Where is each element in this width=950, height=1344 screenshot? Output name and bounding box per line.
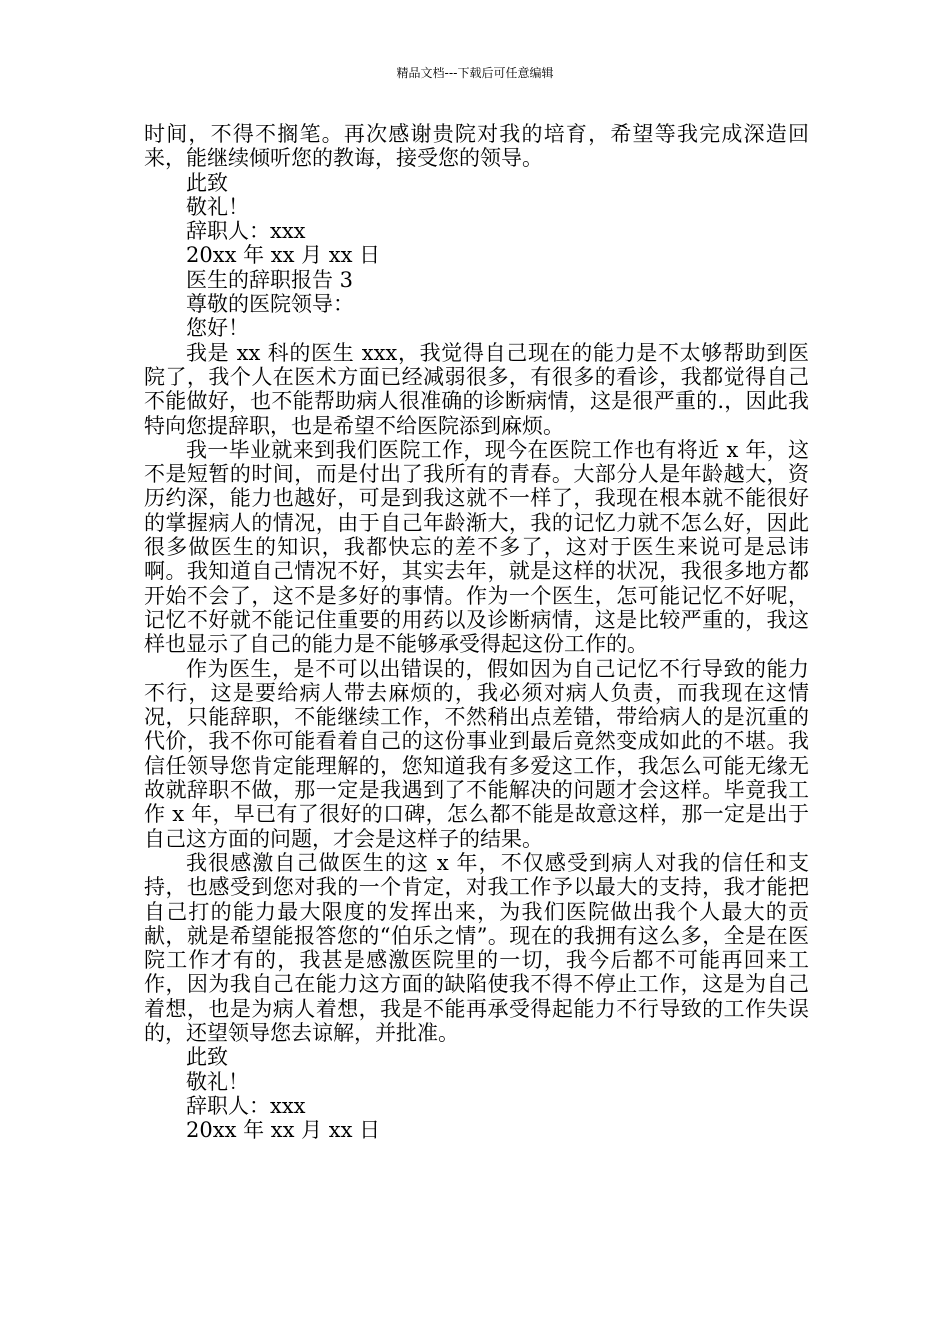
body-paragraph: 我很感激自己做医生的这 x 年，不仅感受到病人对我的信任和支持，也感受到您对我的一个肯定，对我工作予以最大的支持，我才能把自己打的能力最大限度的发挥出来，为我们医院做出我个人最大的贡献，就是希望能报答您的“伯乐之情”。现在的我拥有这么多，全是在医院工作才有的，我甚是感激医院里的一切，我今后都不可能再回来工作，因为我自己在能力这方面的缺陷使我不得不停止工作，这是为自己着想，也是为病人着想，我是不能再承受得起能力不行导致的工作失误的，还望领导您去谅解，并批准。: [144, 850, 809, 1045]
date-line: 20xx 年 xx 月 xx 日: [186, 1118, 381, 1143]
paragraph-continuation: 时间，不得不搁笔。再次感谢贵院对我的培育，希望等我完成深造回来，能继续倾听您的教诲，接受您的领导。: [144, 122, 809, 171]
body-paragraph: 我是 xx 科的医生 xxx，我觉得自己现在的能力是不太够帮助到医院了，我个人在医术方面已经减弱很多，有很多的看诊，我都觉得自己不能做好，也不能帮助病人很准确的诊断病情，这是很严重的.，因此我特向您提辞职，也是希望不给医院添到麻烦。: [144, 340, 809, 438]
signature-line: 辞职人：xxx: [186, 1093, 306, 1118]
closing-regards: 敬礼！: [186, 194, 249, 219]
closing-regards: 敬礼！: [186, 1069, 249, 1094]
greeting-line: 您好！: [186, 316, 249, 341]
signature-line: 辞职人：xxx: [186, 219, 306, 244]
date-line: 20xx 年 xx 月 xx 日: [186, 243, 381, 268]
page-header: 精品文档---下载后可任意编辑: [396, 66, 554, 80]
document-body: [144, 122, 809, 1142]
section-title: 医生的辞职报告 3: [186, 267, 354, 292]
body-paragraph: 作为医生，是不可以出错误的，假如因为自己记忆不行导致的能力不行，这是要给病人带去麻烦的，我必须对病人负责，而我现在这情况，只能辞职，不能继续工作，不然稍出点差错，带给病人的是沉重的代价，我不你可能看着自己的这份事业到最后竟然变成如此的不堪。我信任领导您肯定能理解的，您知道我有多爱这工作，我怎么可能无缘无故就辞职不做，那一定是我遇到了不能解决的问题才会这样。毕竟我工作 x 年，早已有了很好的口碑，怎么都不能是故意这样，那一定是出于自己这方面的问题，才会是这样子的结果。: [144, 656, 809, 851]
closing-salutation: 此致: [186, 1045, 228, 1070]
body-paragraph: 我一毕业就来到我们医院工作，现今在医院工作也有将近 x 年，这不是短暂的时间，而是付出了我所有的青春。大部分人是年龄越大，资历约深，能力也越好，可是到我这就不一样了，我现在根本就不能很好的掌握病人的情况，由于自己年龄渐大，我的记忆力就不怎么好，因此很多做医生的知识，我都快忘的差不多了，这对于医生来说可是忌讳啊。我知道自己情况不好，其实去年，就是这样的状况，我很多地方都开始不会了，这不是多好的事情。作为一个医生，怎可能记忆不好呢，记忆不好就不能记住重要的用药以及诊断病情，这是比较严重的，我这样也显示了自己的能力是不能够承受得起这份工作的。: [144, 437, 809, 657]
addressee-line: 尊敬的医院领导：: [186, 292, 354, 317]
closing-salutation: 此致: [186, 170, 228, 195]
